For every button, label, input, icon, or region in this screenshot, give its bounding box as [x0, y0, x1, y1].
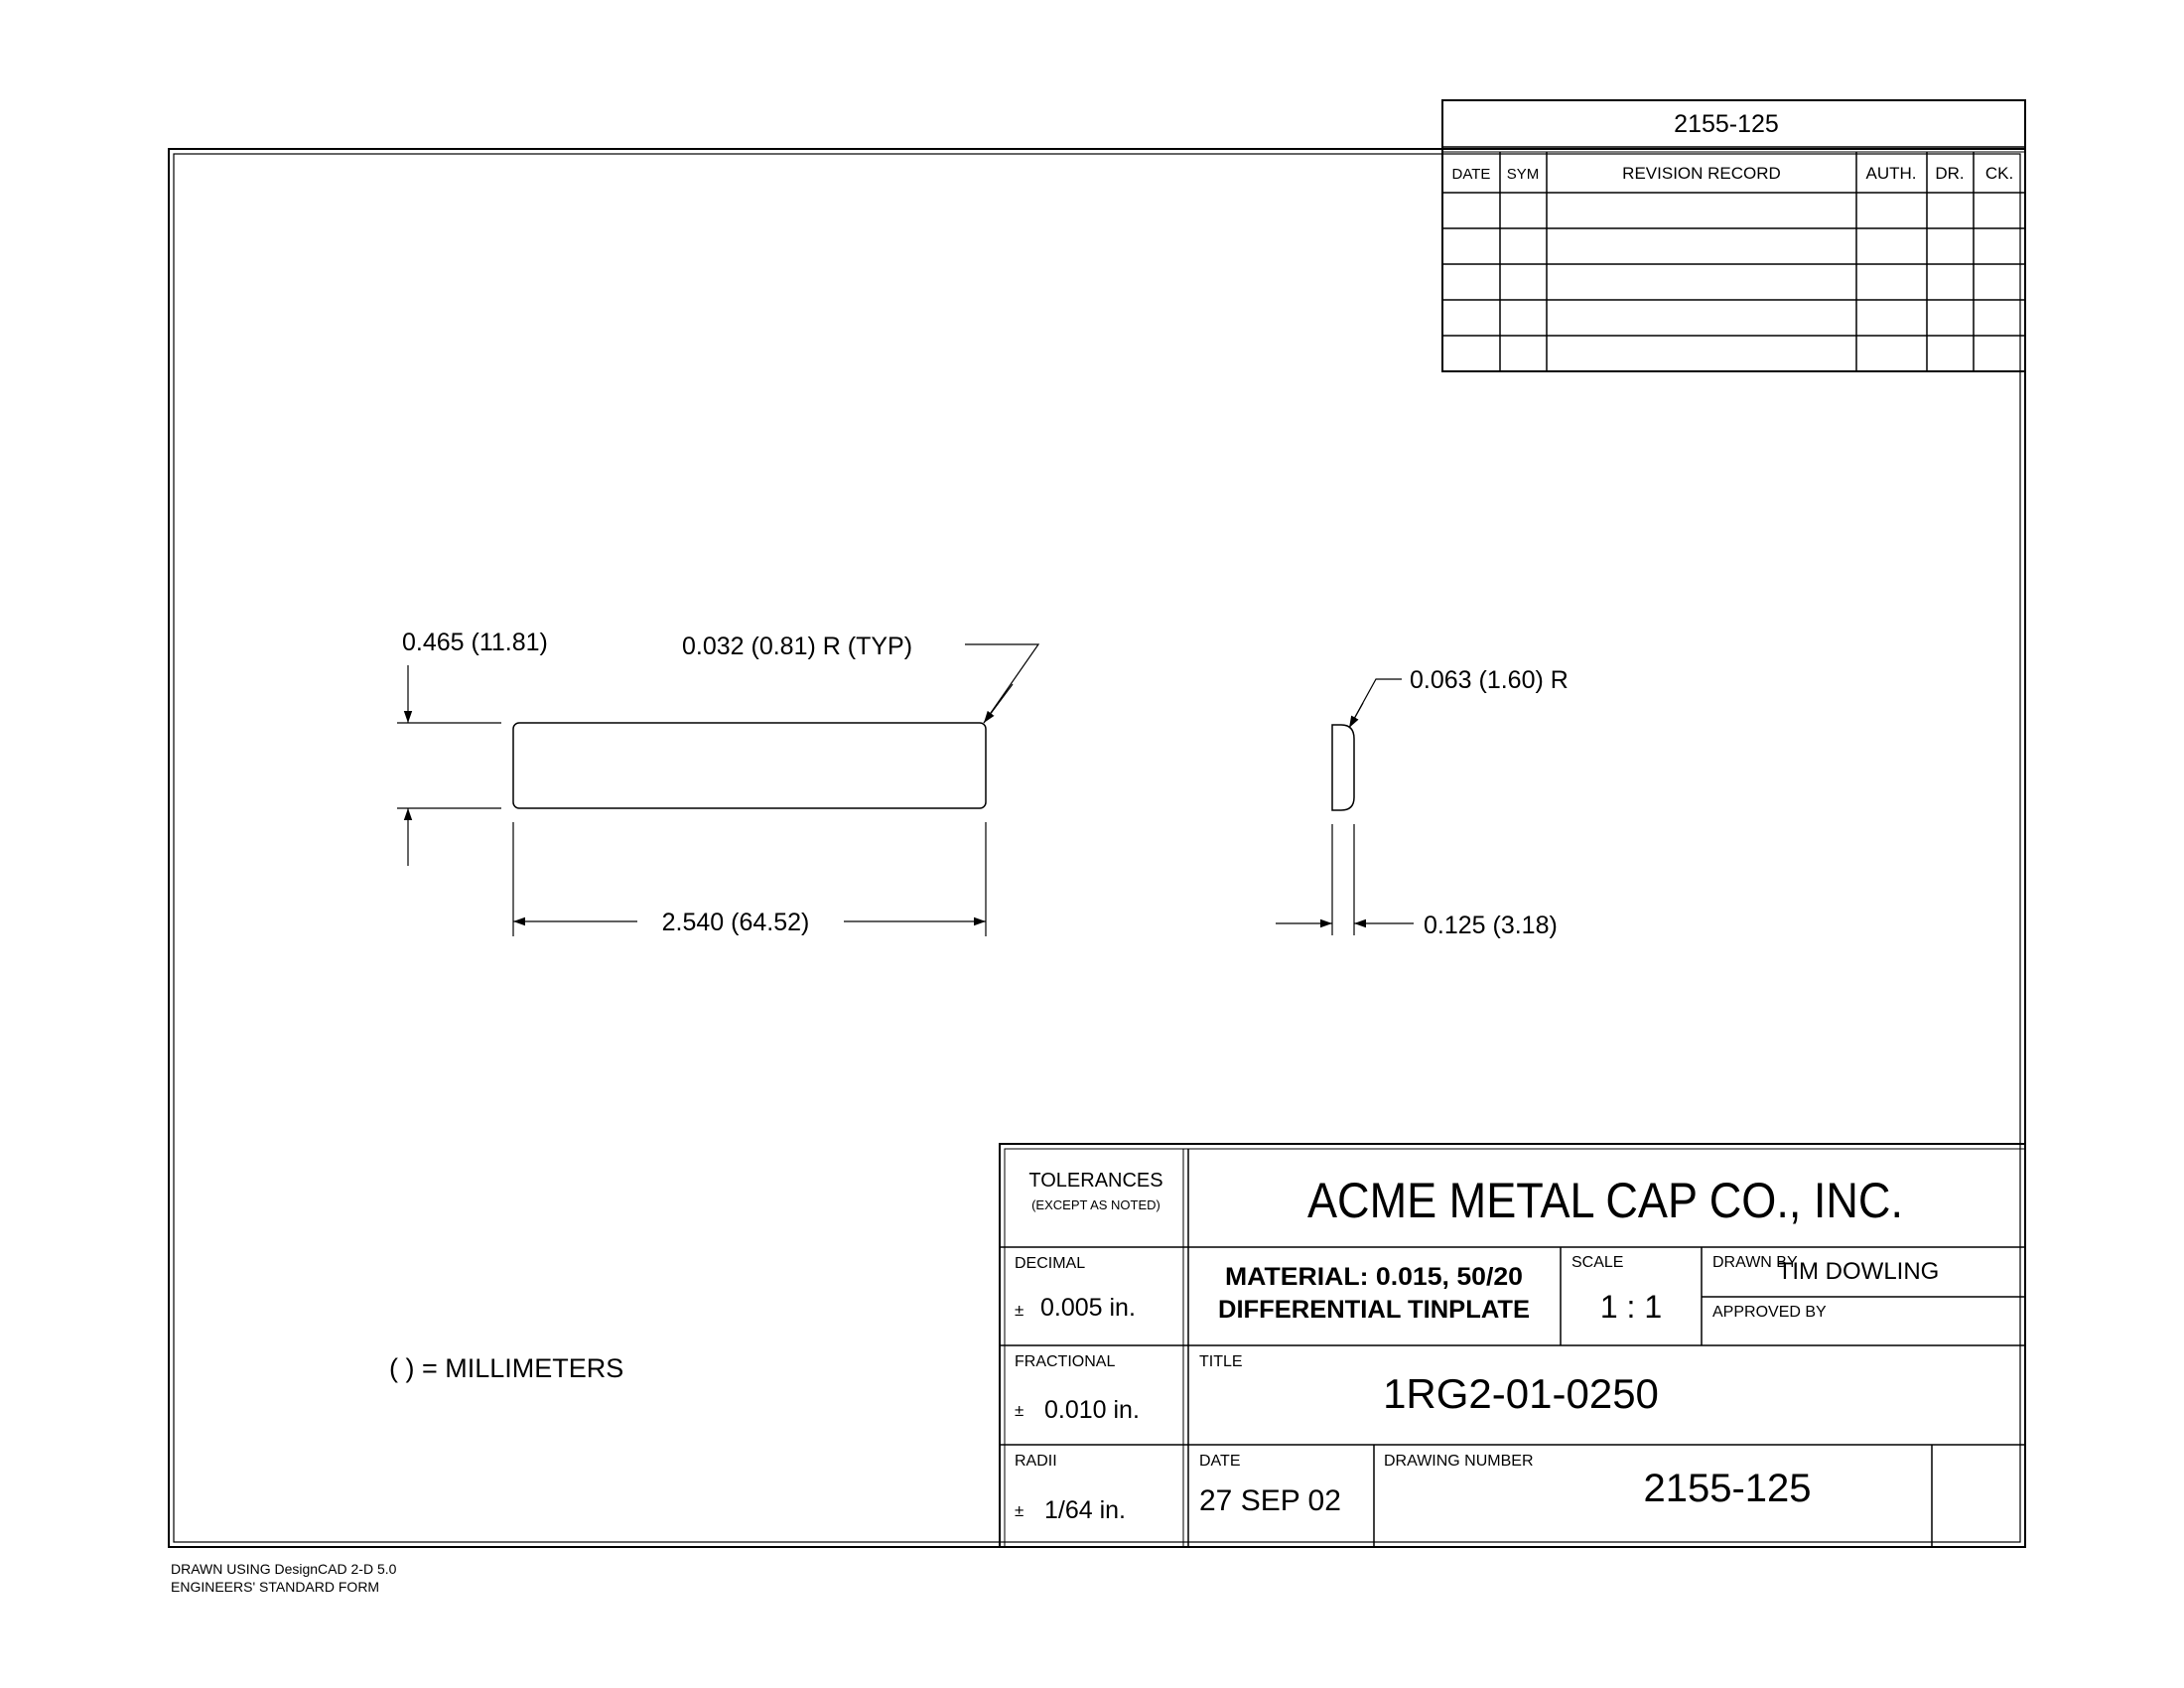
edge-radius-leader — [1349, 679, 1402, 728]
sheet-border — [169, 149, 2025, 1547]
approved-by-label: APPROVED BY — [1712, 1304, 1827, 1321]
drawing-number-value: 2155-125 — [1643, 1467, 1812, 1510]
front-view — [397, 629, 1038, 936]
units-note: ( ) = MILLIMETERS — [389, 1353, 624, 1383]
edge-radius-arrow — [1349, 703, 1363, 728]
scale-label: SCALE — [1571, 1254, 1624, 1271]
title-value: 1RG2-01-0250 — [1383, 1370, 1659, 1417]
footer-form: ENGINEERS' STANDARD FORM — [171, 1579, 380, 1595]
material-line-2: DIFFERENTIAL TINPLATE — [1218, 1296, 1530, 1324]
fractional-label: FRACTIONAL — [1015, 1353, 1116, 1370]
radii-label: RADII — [1015, 1453, 1057, 1470]
side-view — [1276, 666, 1569, 939]
footer-software: DRAWN USING DesignCAD 2-D 5.0 — [171, 1561, 397, 1577]
rev-header-sym: SYM — [1506, 166, 1540, 183]
corner-radius-arrow — [984, 684, 1013, 723]
revision-block — [1442, 100, 2025, 371]
decimal-value: 0.005 in. — [1040, 1294, 1136, 1322]
radii-value: 1/64 in. — [1044, 1496, 1127, 1524]
rev-header-dr: DR. — [1935, 164, 1965, 183]
rev-header-ck: CK. — [1984, 164, 2014, 183]
drawn-by-label: DRAWN BY — [1712, 1254, 1798, 1271]
title-block — [1000, 1144, 2025, 1547]
tolerances-sublabel: (EXCEPT AS NOTED) — [1031, 1197, 1160, 1212]
scale-value: 1 : 1 — [1599, 1289, 1663, 1325]
fractional-plus-minus: ± — [1015, 1401, 1024, 1420]
rev-header-record: REVISION RECORD — [1622, 164, 1781, 183]
height-dimension-label: 0.465 (11.81) — [402, 629, 548, 656]
title-label: TITLE — [1199, 1353, 1243, 1370]
radii-plus-minus: ± — [1015, 1501, 1024, 1520]
date-label: DATE — [1199, 1453, 1241, 1470]
fractional-value: 0.010 in. — [1044, 1396, 1140, 1424]
length-dimension-label: 2.540 (64.52) — [661, 909, 810, 936]
date-value: 27 SEP 02 — [1199, 1484, 1341, 1517]
material-line-1: MATERIAL: 0.015, 50/20 — [1225, 1263, 1523, 1291]
revision-drawing-number: 2155-125 — [1674, 110, 1779, 138]
tolerances-label: TOLERANCES — [1028, 1170, 1163, 1192]
decimal-plus-minus: ± — [1015, 1301, 1024, 1320]
drawing-number-label: DRAWING NUMBER — [1384, 1453, 1534, 1470]
side-profile — [1332, 725, 1354, 810]
edge-radius-label: 0.063 (1.60) R — [1410, 666, 1569, 694]
company-name: ACME METAL CAP CO., INC. — [1307, 1173, 1903, 1228]
thickness-dimension-label: 0.125 (3.18) — [1424, 912, 1558, 939]
decimal-label: DECIMAL — [1015, 1255, 1086, 1272]
drawn-by-value: TIM DOWLING — [1777, 1258, 1940, 1285]
part-outline — [513, 723, 986, 808]
rev-header-auth: AUTH. — [1865, 164, 1917, 183]
corner-radius-leader — [965, 644, 1038, 723]
rev-header-date: DATE — [1451, 166, 1491, 183]
corner-radius-label: 0.032 (0.81) R (TYP) — [682, 633, 913, 660]
